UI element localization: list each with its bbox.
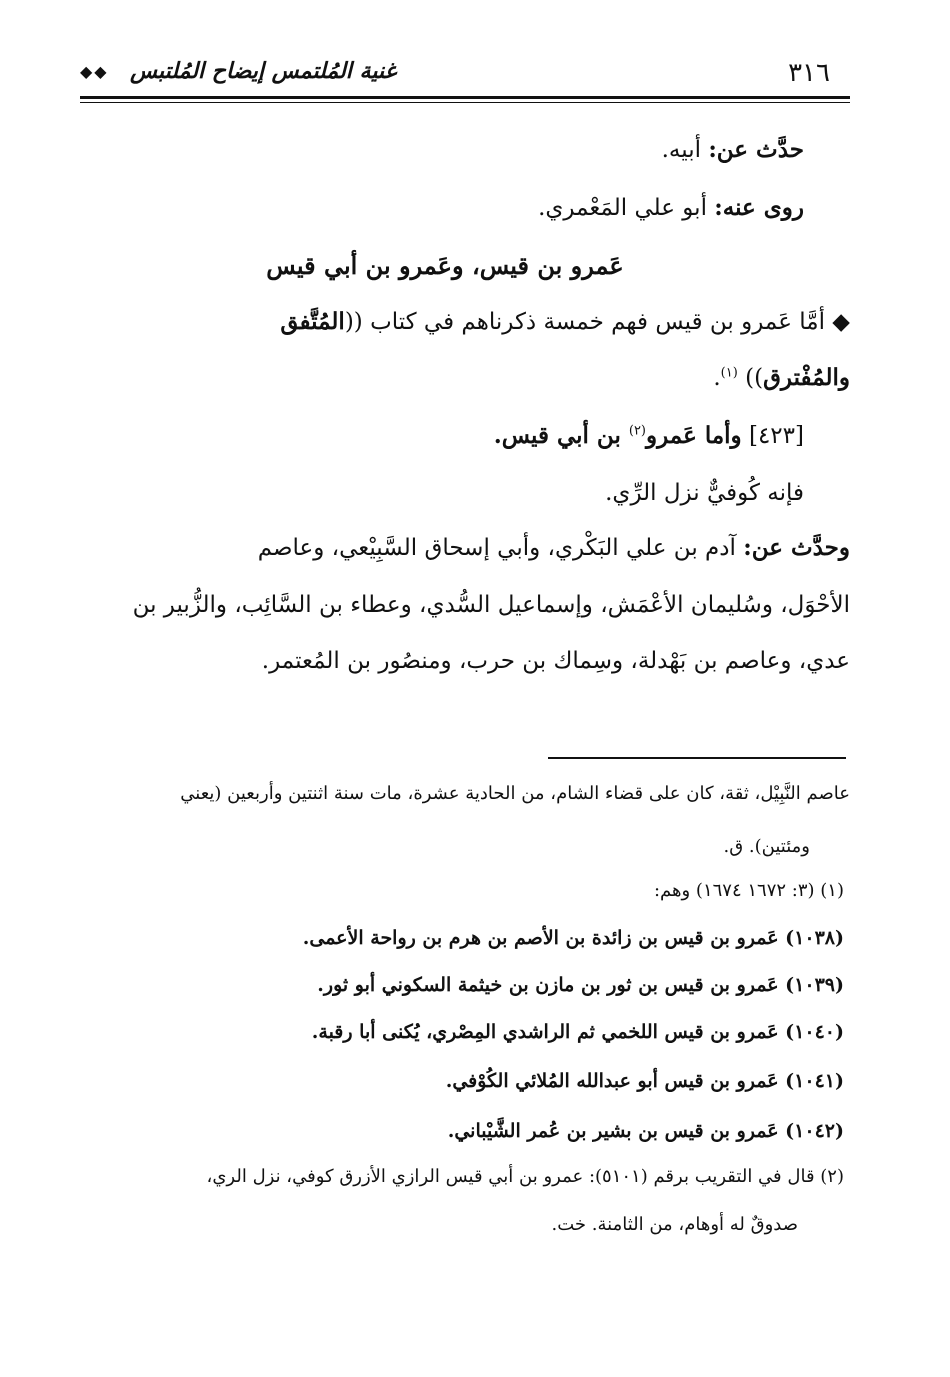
footnote-separator bbox=[548, 757, 846, 759]
running-header bbox=[80, 58, 850, 94]
page-number: ٣١٦ bbox=[788, 58, 830, 88]
footnote-cont-line1: عاصم النَّبِيْل، ثقة، كان على قضاء الشام، من الحادية عشرة، مات سنة اثنتين وأربعين (يعني bbox=[180, 783, 850, 804]
narrated-from-line bbox=[662, 136, 804, 165]
narrated-from-list-line2: الأحْوَل، وسُليمان الأعْمَش، وإسماعيل السُّدي، وعطاء بن السَّائِب، والزُّبير بن bbox=[132, 592, 850, 618]
book-name-part2: والمُفْترق bbox=[763, 364, 850, 391]
footnote-ref-1: (١) bbox=[720, 365, 738, 381]
section-heading: عَمرو بن قيس، وعَمرو بن أبي قيس bbox=[266, 251, 624, 280]
footnote-2-line2: صدوقٌ له أوهام، من الثامنة. خت. bbox=[551, 1214, 798, 1235]
intro-text: أمَّا عَمرو بن قيس فهم خمسة ذكرناهم في كتاب (( bbox=[344, 309, 833, 335]
book-name-part1: المُتَّفق bbox=[280, 308, 345, 335]
bullet-diamond-icon: ◆ bbox=[832, 309, 850, 335]
narrated-by-label: روى عنه: bbox=[714, 194, 804, 221]
header-rule-thin bbox=[80, 102, 850, 103]
footnote-1-item: (١٠٤١) عَمرو بن قيس أبو عبدالله المُلائي الكُوْفي. bbox=[445, 1070, 844, 1092]
footnote-cont-line2: ومئتين). ق. bbox=[723, 836, 810, 857]
footnote-2-line1: (٢) قال في التقريب برقم (٥١٠١): عمرو بن أبي قيس الرازي الأزرق كوفي، نزل الري، bbox=[206, 1166, 844, 1187]
narrated-from-list-line1 bbox=[258, 534, 850, 563]
footnote-ref-2: (٢) bbox=[628, 423, 646, 439]
entry-423-heading bbox=[494, 422, 804, 451]
entry-name-part2: بن أبي قيس. bbox=[493, 422, 629, 449]
diamond-ornament-icon: ◆◆ bbox=[80, 62, 109, 81]
kufi-line: فإنه كُوفيٌّ نزل الرِّي. bbox=[605, 480, 804, 506]
narrated-from-list-line3: عدي، وعاصم بن بَهْدلة، وسِماك بن حرب، ومنصُور بن المُعتمر. bbox=[261, 648, 850, 674]
footnote-1-item: (١٠٣٨) عَمرو بن قيس بن زائدة بن الأصم بن هرم بن رواحة الأعمى. bbox=[302, 927, 844, 949]
intro-line bbox=[280, 308, 850, 337]
narrated-by-text: أبو علي المَعْمري. bbox=[538, 195, 715, 221]
narrated-from-text: أبيه. bbox=[661, 137, 709, 163]
narrated-from-list-1: آدم بن علي البَكْري، وأبي إسحاق السَّبِيْعي، وعاصم bbox=[257, 535, 744, 561]
intro-end: . bbox=[713, 365, 721, 391]
closing-quote: )) bbox=[737, 365, 764, 391]
narrated-from-label-2: وحدَّث عن: bbox=[743, 534, 850, 561]
narrated-by-line bbox=[538, 194, 804, 223]
intro-line-cont bbox=[713, 364, 850, 393]
footnote-1-item: (١٠٤٢) عَمرو بن قيس بن بشير بن عُمر الشَّيْباني. bbox=[447, 1120, 844, 1142]
footnote-1-item: (١٠٣٩) عَمرو بن قيس بن ثور بن مازن بن خيثمة السكوني أبو ثور. bbox=[317, 974, 844, 996]
footnote-1-item: (١٠٤٠) عَمرو بن قيس اللخمي ثم الراشدي المِصْري، يُكنى أبا رقبة. bbox=[311, 1021, 844, 1043]
book-title: غنية المُلتمس إيضاح المُلتبس bbox=[130, 58, 397, 84]
header-rule-thick bbox=[80, 96, 850, 99]
footnote-1-intro: (١) (٣: ١٦٧٢ ١٦٧٤) وهم: bbox=[653, 880, 844, 901]
entry-name-part1: وأما عَمرو bbox=[646, 422, 742, 449]
entry-number: [٤٢٣] bbox=[741, 423, 804, 449]
narrated-from-label: حدَّث عن: bbox=[708, 136, 804, 163]
